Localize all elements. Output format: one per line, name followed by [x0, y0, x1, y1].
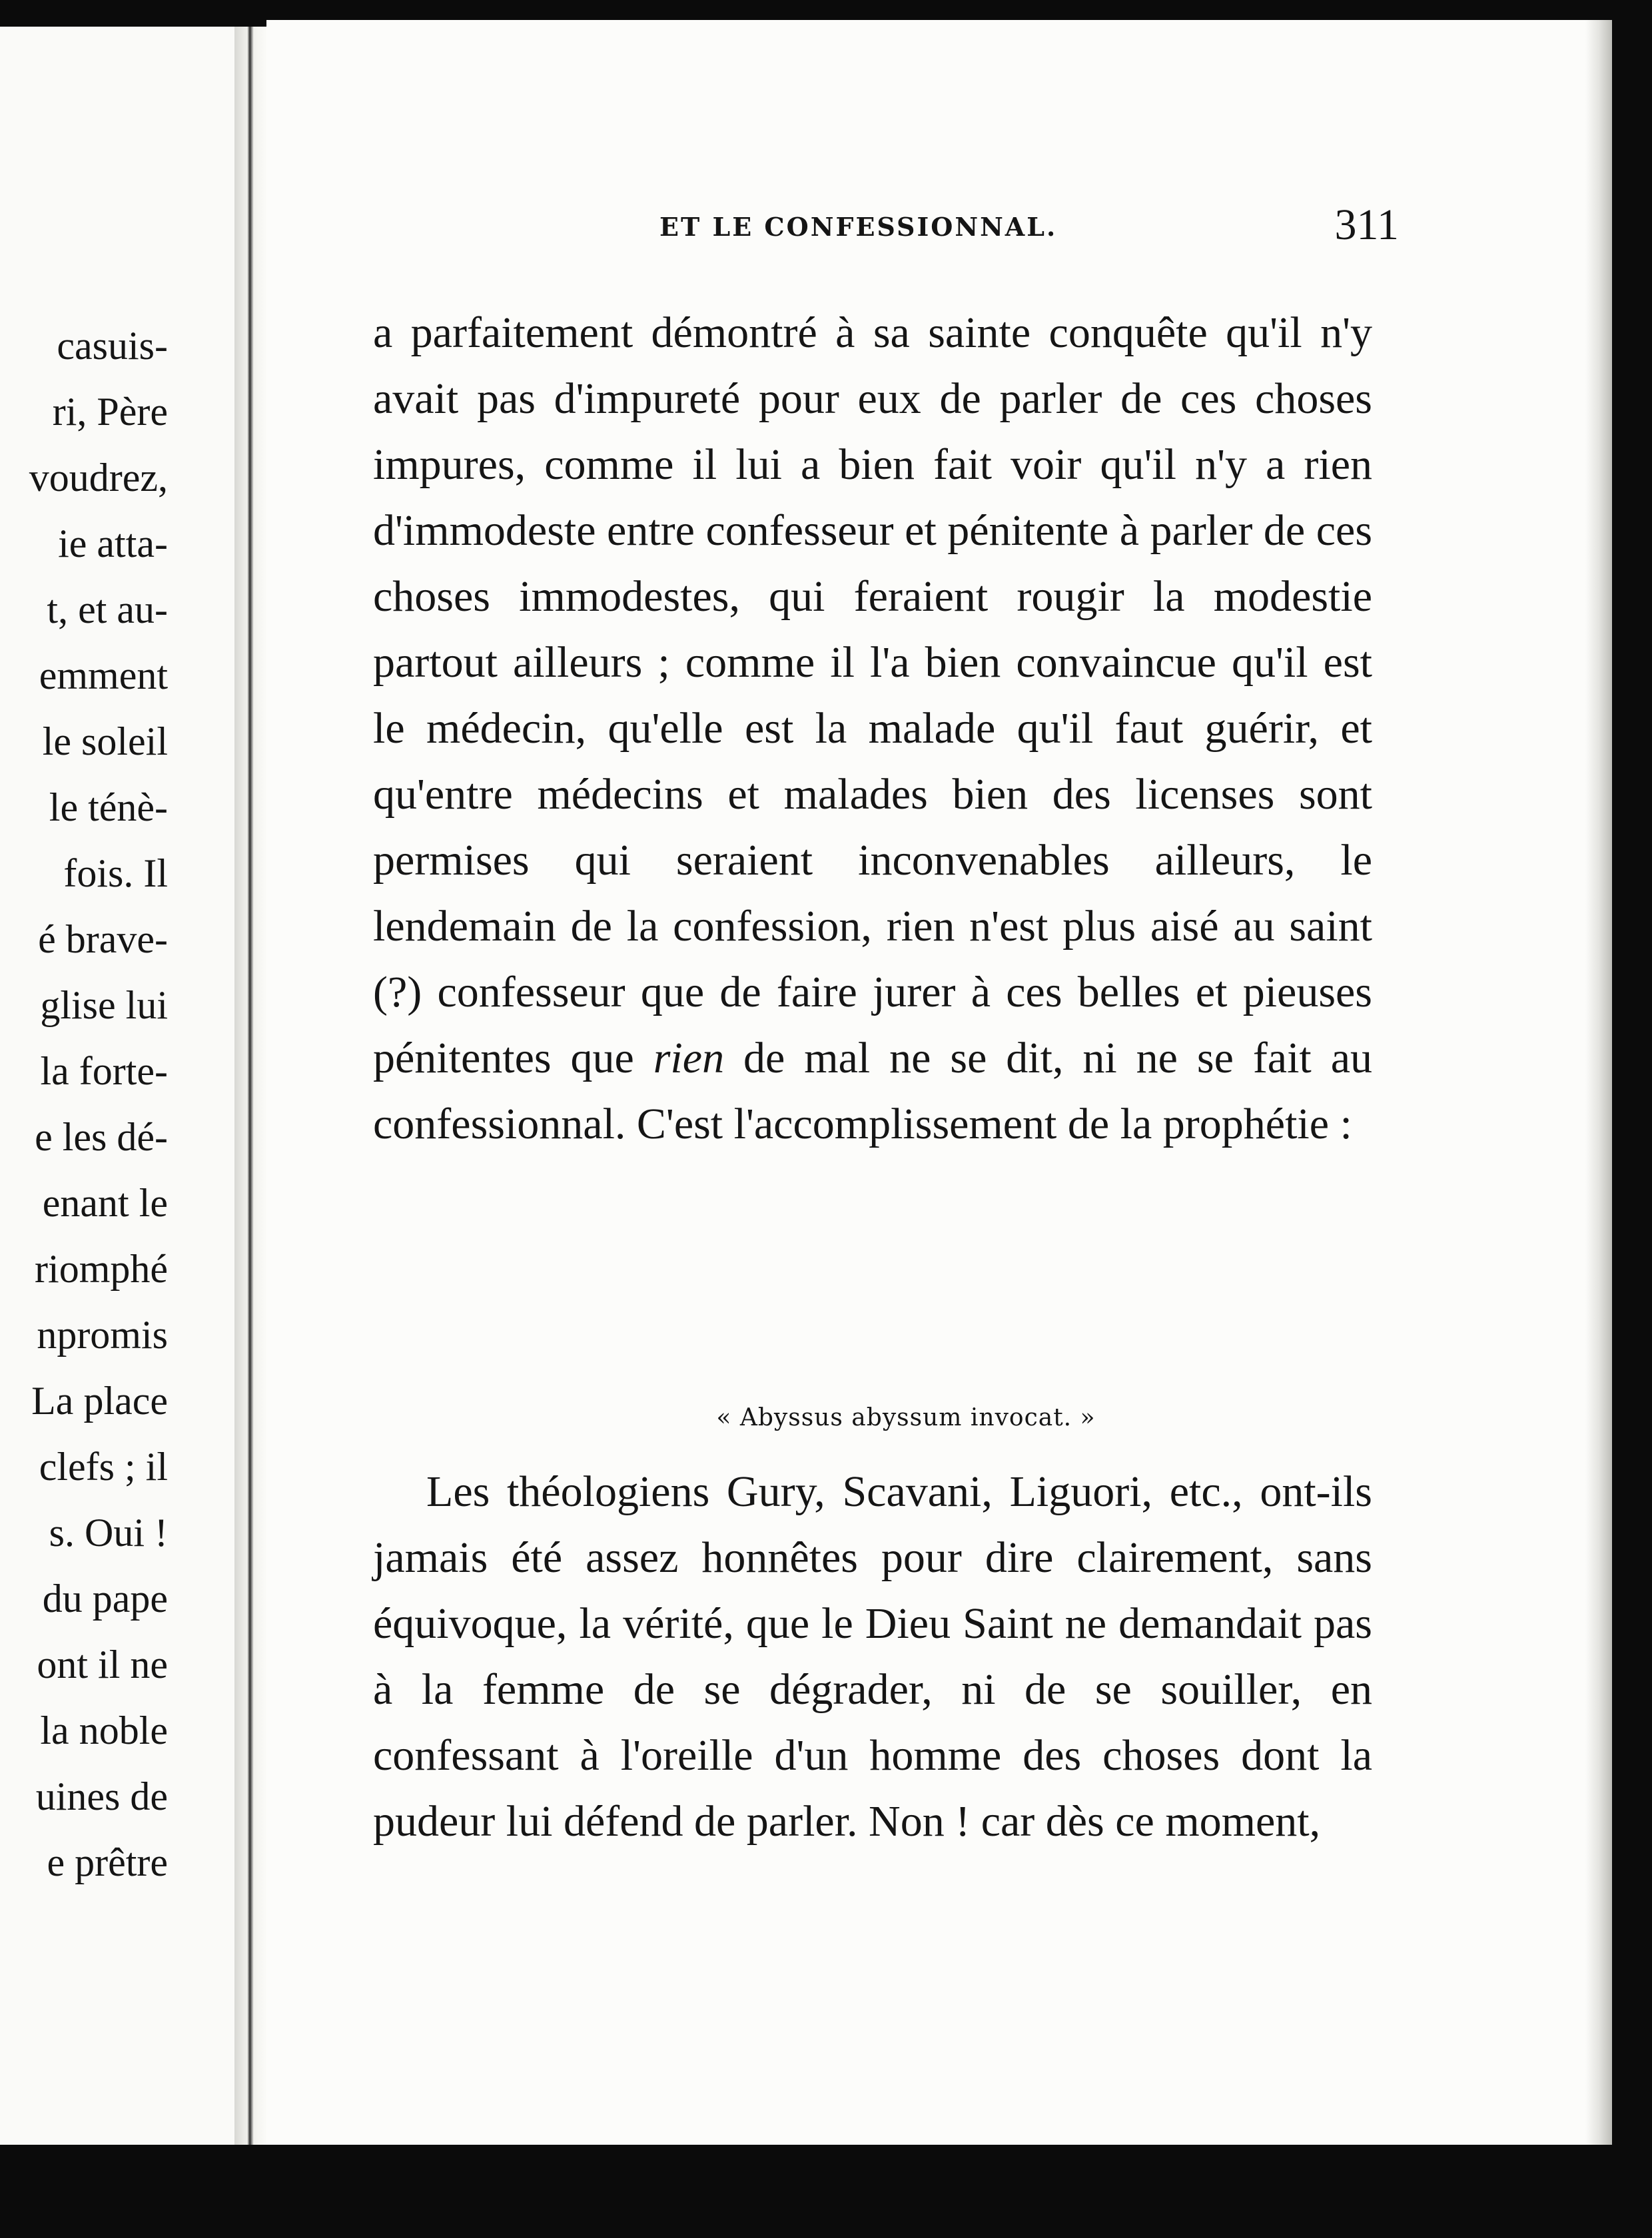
- scan-border: [0, 2145, 1652, 2238]
- book-gutter: [234, 27, 266, 2145]
- left-page-line: la forte-: [40, 1049, 168, 1093]
- paragraph-2: Les théologiens Gury, Scavani, Liguori, etc., ont-ils jamais été assez honnêtes pour dire clairement, sans équivoque, la vérité, que le Dieu Saint ne demandait pas à la femme de se dégrader, ni de se souiller, en confessant à l'oreille d'un homme des choses dont la pudeur lui défend de parler. Non ! car dès ce moment,: [373, 1467, 1372, 1846]
- page-edge-shadow: [1585, 20, 1612, 2151]
- left-page-fragment: [0, 27, 234, 2145]
- paragraph-1-text: a parfaitement démontré à sa sainte conquête qu'il n'y avait pas d'impureté pour eux de parler de ces choses impures, comme il lui a bien fait voir qu'il n'y a rien d'immodeste entre confesseur et pénitente à parler de ces choses immodestes, qui feraient rougir la modestie partout ailleurs ; comme il l'a bien convaincue qu'il est le médecin, qu'elle est la malade qu'il faut guérir, et qu'entre médecins et malades bien des licenses sont permises qui seraient inconvenables ailleurs, le lendemain de la confession, rien n'est plus aisé au saint (?) confesseur que de faire jurer à ces belles et pieuses pénitentes que: [373, 308, 1372, 1082]
- left-page-line: s. Oui !: [49, 1511, 168, 1555]
- left-page-line: voudrez,: [29, 456, 168, 500]
- left-page-line: ie atta-: [58, 522, 168, 565]
- left-page-line: e prêtre: [47, 1840, 168, 1884]
- main-text-block: [373, 300, 1372, 1157]
- left-page-line: la noble: [40, 1708, 168, 1752]
- left-page-line: le soleil: [42, 719, 168, 763]
- left-page-line: ri, Père: [52, 390, 168, 434]
- left-page-line: t, et au-: [47, 587, 168, 631]
- left-page-line: riomphé: [35, 1247, 168, 1291]
- left-page-line: ont il ne: [37, 1643, 168, 1686]
- page-header: [659, 200, 1399, 253]
- left-page-line: fois. Il: [63, 851, 168, 895]
- paragraph-1-text-end: de mal ne se dit, ni ne se fait au confessionnal. C'est l'accomplissement de la prophétie :: [373, 1034, 1372, 1148]
- page-number: 311: [1334, 200, 1399, 249]
- left-page-line: clefs ; il: [39, 1445, 168, 1489]
- left-page-line: uines de: [35, 1774, 168, 1818]
- left-page-line: emment: [39, 653, 168, 697]
- left-page-line: du pape: [42, 1577, 168, 1621]
- paragraph-1: [373, 300, 1372, 1157]
- left-page-line: glise lui: [40, 983, 168, 1027]
- latin-quote: « Abyssus abyssum invocat. »: [716, 1404, 1096, 1431]
- left-page-line: npromis: [37, 1313, 168, 1357]
- left-page-line: é brave-: [38, 917, 168, 961]
- left-page-line: e les dé-: [35, 1115, 168, 1159]
- left-page-line: La place: [31, 1379, 168, 1423]
- italic-word: rien: [653, 1034, 725, 1082]
- left-page-lines: [29, 313, 168, 1896]
- left-page-line: enant le: [42, 1181, 168, 1225]
- left-page-line: casuis-: [57, 324, 168, 368]
- left-page-line: le ténè-: [49, 785, 168, 829]
- main-text-block-2: [373, 1459, 1372, 1854]
- running-head: ET LE CONFESSIONNAL.: [659, 212, 1058, 242]
